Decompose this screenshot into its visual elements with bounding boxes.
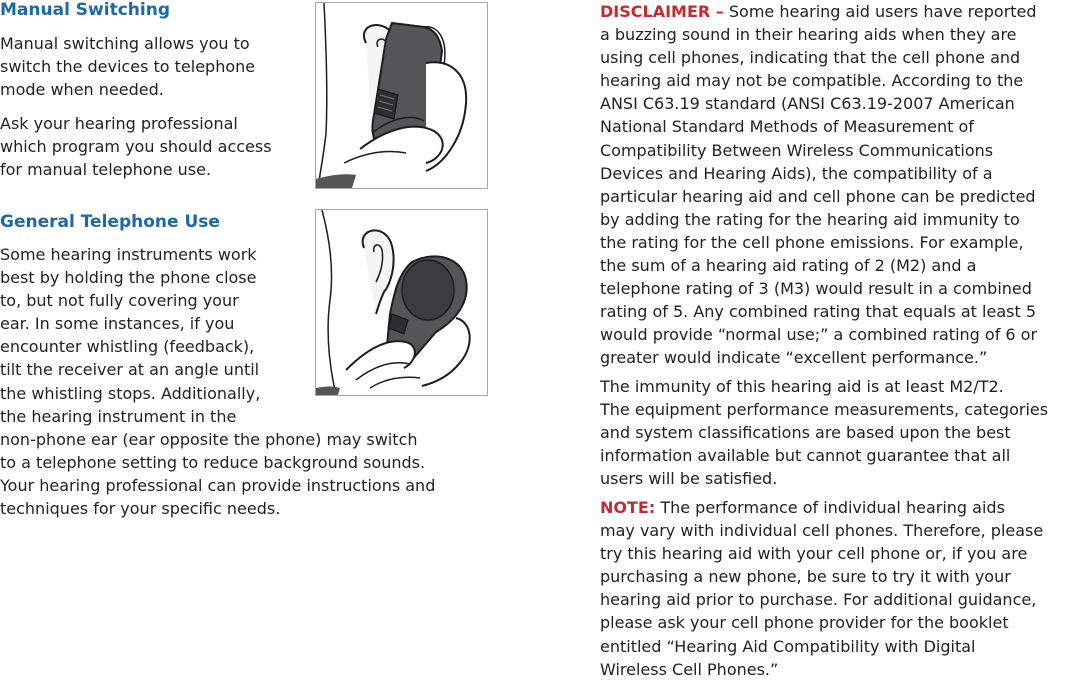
manual-switching-paragraph-1	[0, 32, 255, 101]
text-line: purchasing a new phone, be sure to try it with your	[600, 567, 1011, 587]
text-line: hearing aid prior to purchase. For additional guidance,	[600, 590, 1037, 610]
general-telephone-heading: General Telephone Use	[0, 212, 220, 232]
text-line: telephone rating of 3 (M3) would result in a combined	[600, 279, 1032, 299]
text-line: the sum of a hearing aid rating of 2 (M2) and a	[600, 256, 977, 276]
text-line: The equipment performance measurements, categories	[600, 400, 1049, 420]
text-line: Some hearing instruments work	[0, 245, 257, 264]
text-line: The immunity of this hearing aid is at least M2/T2.	[600, 377, 1004, 396]
text-line: a buzzing sound in their hearing aids when they are	[600, 25, 1017, 45]
text-line: ANSI C63.19 standard (ANSI C63.19-2007 American	[600, 94, 1015, 114]
immunity-paragraph	[600, 375, 1048, 490]
disclaimer-first-line: Some hearing aid users have reported	[723, 2, 1037, 21]
text-line: non-phone ear (ear opposite the phone) may switch	[0, 429, 418, 449]
text-line: National Standard Methods of Measurement of	[600, 117, 974, 137]
note-paragraph	[600, 496, 1043, 681]
text-line: greater would indicate “excellent performance.”	[600, 348, 988, 368]
phone-to-ear-icon	[316, 3, 487, 188]
text-line: Wireless Cell Phones.”	[600, 659, 779, 679]
text-line: Compatibility Between Wireless Communications	[600, 140, 994, 160]
text-line: the hearing instrument in the	[0, 406, 237, 426]
text-line: would provide “normal use;” a combined rating of 6 or	[600, 325, 1038, 345]
text-line: information available but cannot guarantee that all	[600, 446, 1011, 466]
text-line: by adding the rating for the hearing aid immunity to	[600, 209, 1020, 229]
text-line: particular hearing aid and cell phone can be predicted	[600, 186, 1036, 206]
angled-phone-illustration	[315, 209, 488, 396]
manual-switching-paragraph-2	[0, 112, 272, 181]
disclaimer-paragraph	[600, 0, 1037, 370]
angled-phone-icon	[316, 210, 487, 395]
text-line: which program you should access	[0, 137, 272, 157]
text-line: Manual switching allows you to	[0, 34, 250, 53]
text-line: techniques for your specific needs.	[0, 499, 281, 519]
text-line: to, but not fully covering your	[0, 291, 239, 311]
text-line: the whistling stops. Additionally,	[0, 383, 261, 403]
text-line: users will be satisfied.	[600, 469, 778, 489]
text-line: switch the devices to telephone	[0, 57, 256, 77]
text-line: the rating for the cell phone emissions. For example,	[600, 232, 1024, 252]
text-line	[600, 496, 1043, 519]
note-first-line: The performance of individual hearing aids	[655, 498, 1005, 517]
text-line: try this hearing aid with your cell phone or, if you are	[600, 544, 1028, 564]
text-line: hearing aid may not be compatible. According to the	[600, 71, 1024, 91]
text-line: entitled “Hearing Aid Compatibility with Digital	[600, 636, 976, 656]
note-label: NOTE:	[600, 498, 656, 517]
text-line: Ask your hearing professional	[0, 114, 238, 133]
text-line: and system classifications are based upon the best	[600, 423, 1011, 443]
text-line: may vary with individual cell phones. Therefore, please	[600, 521, 1044, 541]
text-line: tilt the receiver at an angle until	[0, 360, 260, 380]
text-line: Devices and Hearing Aids), the compatibility of a	[600, 163, 993, 183]
phone-to-ear-illustration	[315, 2, 488, 189]
text-line: ear. In some instances, if you	[0, 314, 235, 334]
text-line: please ask your cell phone provider for the booklet	[600, 613, 1009, 633]
disclaimer-label: DISCLAIMER –	[600, 2, 724, 21]
text-line: to a telephone setting to reduce background sounds.	[0, 452, 426, 472]
text-line: using cell phones, indicating that the cell phone and	[600, 48, 1021, 68]
text-line: rating of 5. Any combined rating that equals at least 5	[600, 302, 1036, 322]
text-line: for manual telephone use.	[0, 160, 212, 180]
text-line: mode when needed.	[0, 80, 164, 100]
text-line: encounter whistling (feedback),	[0, 337, 255, 357]
manual-switching-heading: Manual Switching	[0, 0, 170, 20]
text-line: Your hearing professional can provide instructions and	[0, 475, 436, 495]
text-line	[600, 0, 1037, 23]
text-line: best by holding the phone close	[0, 268, 257, 288]
